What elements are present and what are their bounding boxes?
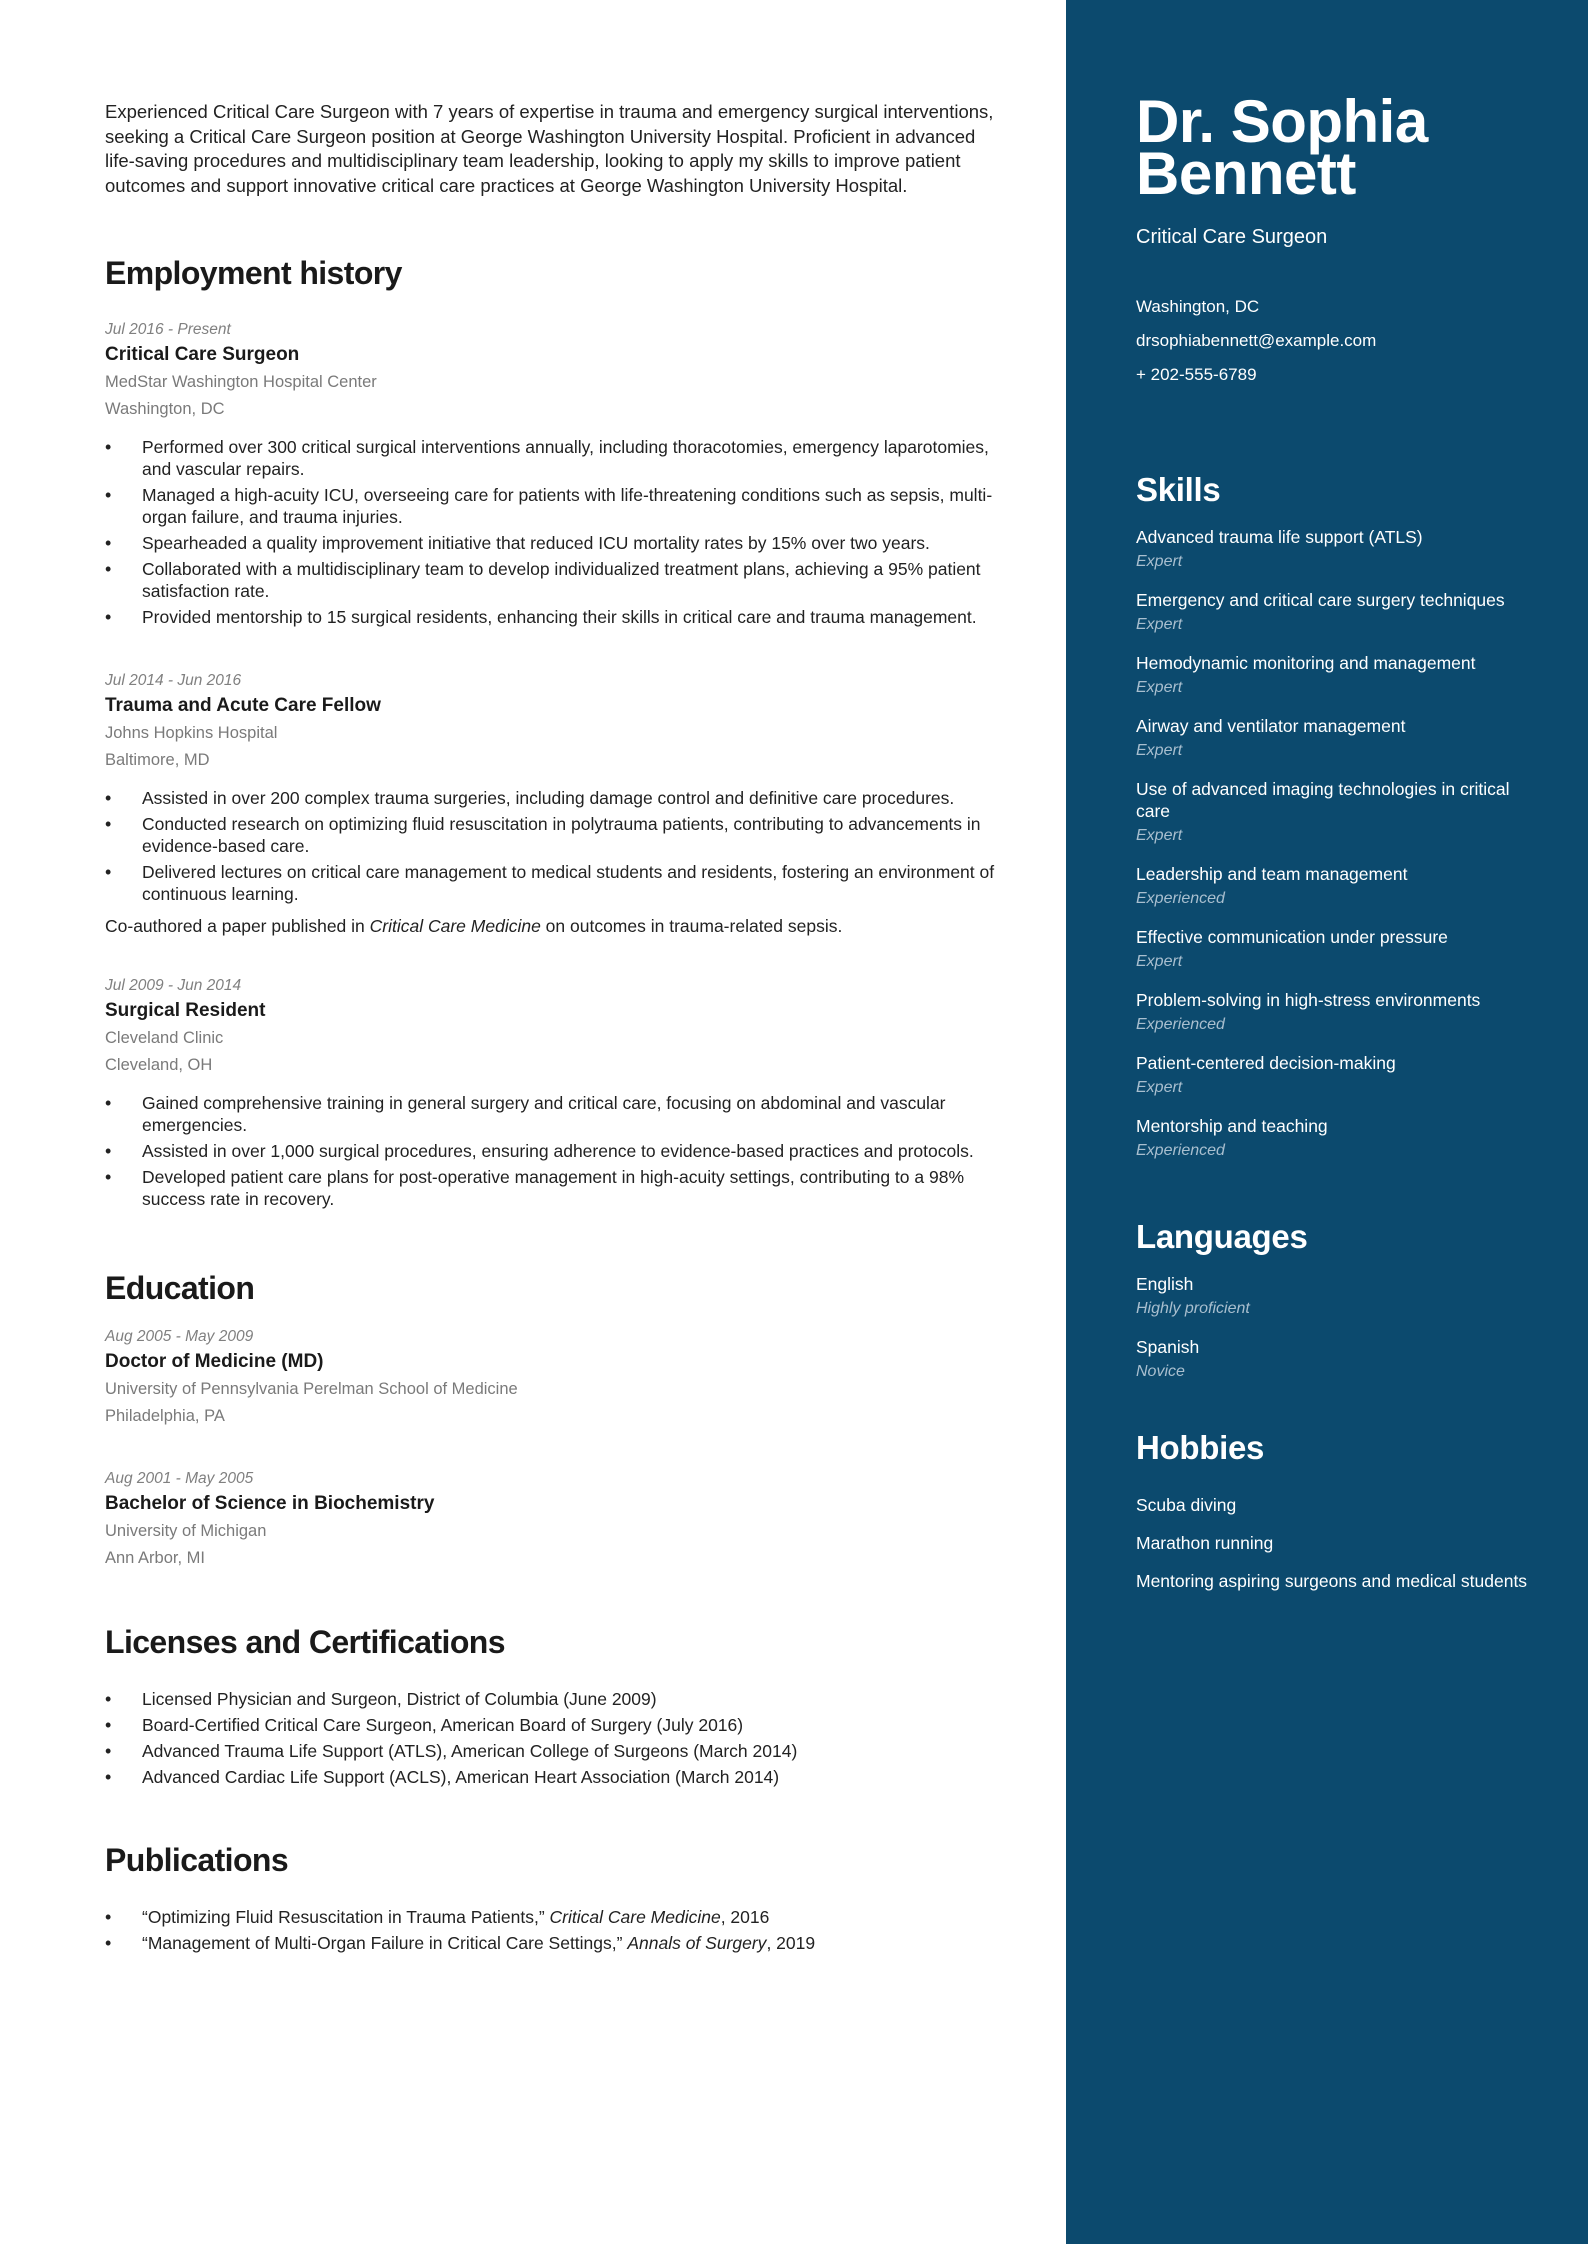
skill-item	[1136, 863, 1548, 913]
skill-item	[1136, 989, 1548, 1039]
job-bullets	[105, 787, 1006, 905]
education-dates: Aug 2001 - May 2005	[105, 1470, 254, 1487]
job-bullet: • Spearheaded a quality improvement initiative that reduced ICU mortality rates by 15% over two years.	[105, 532, 1005, 554]
publication-title: “Management of Multi-Organ Failure in Critical Care Settings,”	[142, 1933, 628, 1953]
candidate-title: Critical Care Surgeon	[1136, 226, 1328, 248]
job-entry	[105, 975, 1006, 1210]
contact-phone[interactable]: + 202-555-6789	[1136, 365, 1257, 384]
job-title: Surgical Resident	[105, 1000, 266, 1021]
skill-level: Expert	[1136, 1079, 1183, 1096]
education-entry	[105, 1326, 1006, 1430]
skill-item	[1136, 589, 1548, 639]
skill-item	[1136, 926, 1548, 976]
skill-item	[1136, 778, 1548, 850]
education-degree: Bachelor of Science in Biochemistry	[105, 1493, 435, 1514]
skill-level: Expert	[1136, 553, 1183, 570]
skill-item	[1136, 526, 1548, 576]
publication-title: “Optimizing Fluid Resuscitation in Trauma Patients,”	[142, 1907, 550, 1927]
education-school: University of Michigan	[105, 1522, 267, 1540]
job-bullet: • Performed over 300 critical surgical interventions annually, including thoracotomies, emergency laparotomies, and vascular repairs.	[105, 436, 1005, 480]
job-bullet: • Developed patient care plans for post-operative management in high-acuity settings, contributing to a 98% success rate in recovery.	[105, 1166, 1005, 1210]
job-bullet: • Provided mentorship to 15 surgical residents, enhancing their skills in critical care and trauma management.	[105, 606, 1005, 628]
skill-name: Patient-centered decision-making	[1136, 1053, 1396, 1073]
job-title: Trauma and Acute Care Fellow	[105, 695, 381, 716]
skill-item	[1136, 1052, 1548, 1102]
job-bullet: • Collaborated with a multidisciplinary team to develop individualized treatment plans, achieving a 95% patient satisfaction rate.	[105, 558, 1005, 602]
job-location: Baltimore, MD	[105, 751, 210, 769]
language-name: English	[1136, 1274, 1194, 1294]
contact-location: Washington, DC	[1136, 297, 1260, 316]
skill-name: Emergency and critical care surgery techniques	[1136, 590, 1505, 610]
job-bullets	[105, 436, 1006, 628]
job-employer: Johns Hopkins Hospital	[105, 724, 278, 742]
publication-item	[105, 1904, 1006, 1930]
job-title: Critical Care Surgeon	[105, 344, 300, 365]
education-dates: Aug 2005 - May 2009	[105, 1328, 254, 1345]
contact-info	[1136, 290, 1548, 392]
skill-level: Expert	[1136, 616, 1183, 633]
contact-email[interactable]: drsophiabennett@example.com	[1136, 331, 1377, 350]
skill-name: Advanced trauma life support (ATLS)	[1136, 527, 1423, 547]
publication-journal: Annals of Surgery	[627, 1933, 767, 1953]
job-note	[105, 915, 1006, 937]
job-dates: Jul 2014 - Jun 2016	[105, 672, 242, 689]
skill-level: Experienced	[1136, 890, 1225, 907]
hobby-item: Marathon running	[1136, 1533, 1274, 1553]
license-item: • Licensed Physician and Surgeon, District of Columbia (June 2009)	[105, 1686, 1006, 1712]
sidebar	[1066, 0, 1588, 2244]
skill-item	[1136, 1115, 1548, 1165]
languages-heading: Languages	[1136, 1218, 1308, 1255]
job-employer: MedStar Washington Hospital Center	[105, 373, 377, 391]
skill-name: Problem-solving in high-stress environments	[1136, 990, 1481, 1010]
licenses-list	[105, 1686, 1006, 1790]
job-bullet: • Managed a high-acuity ICU, overseeing care for patients with life-threatening conditions such as sepsis, multi-organ failure, and trauma injuries.	[105, 484, 1005, 528]
skill-level: Experienced	[1136, 1142, 1225, 1159]
license-item: • Advanced Trauma Life Support (ATLS), American College of Surgeons (March 2014)	[105, 1738, 1006, 1764]
publication-year: , 2016	[720, 1907, 770, 1927]
skill-level: Experienced	[1136, 1016, 1225, 1033]
licenses-heading: Licenses and Certifications	[105, 1624, 505, 1660]
skill-name: Airway and ventilator management	[1136, 716, 1406, 736]
skill-level: Expert	[1136, 953, 1183, 970]
employment-heading: Employment history	[105, 255, 402, 291]
skill-name: Mentorship and teaching	[1136, 1116, 1328, 1136]
skill-name: Leadership and team management	[1136, 864, 1408, 884]
job-dates: Jul 2016 - Present	[105, 321, 231, 338]
job-dates: Jul 2009 - Jun 2014	[105, 977, 242, 994]
hobby-item: Mentoring aspiring surgeons and medical students	[1136, 1571, 1528, 1591]
education-location: Ann Arbor, MI	[105, 1549, 205, 1567]
job-bullet: • Assisted in over 200 complex trauma surgeries, including damage control and definitive care procedures.	[105, 787, 1005, 809]
note-journal: Critical Care Medicine	[369, 916, 541, 936]
job-bullet: • Conducted research on optimizing fluid resuscitation in polytrauma patients, contributing to advancements in evidence-based care.	[105, 813, 1005, 857]
professional-summary: Experienced Critical Care Surgeon with 7 years of expertise in trauma and emergency surgical interventions, seeking a Critical Care Surgeon position at George Washington University Hospital. Proficient in advanced life-saving procedures and multidisciplinary team leadership, looking to apply my skills to improve patient outcomes and support innovative critical care practices at George Washington University Hospital.	[105, 101, 994, 196]
education-degree: Doctor of Medicine (MD)	[105, 1351, 324, 1372]
language-level: Novice	[1136, 1363, 1185, 1380]
skill-item	[1136, 715, 1548, 765]
job-entry	[105, 670, 1006, 937]
skill-level: Expert	[1136, 827, 1183, 844]
note-text: on outcomes in trauma-related sepsis.	[540, 916, 843, 936]
publications-heading: Publications	[105, 1842, 289, 1878]
education-school: University of Pennsylvania Perelman School of Medicine	[105, 1380, 518, 1398]
job-bullet: • Gained comprehensive training in general surgery and critical care, focusing on abdominal and vascular emergencies.	[105, 1092, 1005, 1136]
publication-item	[105, 1930, 1006, 1956]
job-bullet: • Delivered lectures on critical care management to medical students and residents, fostering an environment of continuous learning.	[105, 861, 1005, 905]
hobby-item: Scuba diving	[1136, 1495, 1237, 1515]
language-name: Spanish	[1136, 1337, 1200, 1357]
job-entry	[105, 319, 1006, 628]
skill-level: Expert	[1136, 679, 1183, 696]
license-item: • Board-Certified Critical Care Surgeon, American Board of Surgery (July 2016)	[105, 1712, 1006, 1738]
note-text: Co-authored a paper published in	[105, 916, 370, 936]
candidate-name: Dr. Sophia Bennett	[1136, 88, 1428, 207]
skill-item	[1136, 652, 1548, 702]
education-heading: Education	[105, 1270, 255, 1306]
job-location: Cleveland, OH	[105, 1056, 213, 1074]
education-entry	[105, 1468, 1006, 1572]
skill-name: Hemodynamic monitoring and management	[1136, 653, 1476, 673]
skill-name: Effective communication under pressure	[1136, 927, 1448, 947]
job-employer: Cleveland Clinic	[105, 1029, 224, 1047]
language-item	[1136, 1273, 1548, 1323]
skills-heading: Skills	[1136, 471, 1221, 508]
skill-name: Use of advanced imaging technologies in critical care	[1136, 779, 1510, 821]
publication-journal: Critical Care Medicine	[549, 1907, 721, 1927]
job-bullet: • Assisted in over 1,000 surgical procedures, ensuring adherence to evidence-based practices and protocols.	[105, 1140, 1005, 1162]
hobbies-heading: Hobbies	[1136, 1429, 1265, 1466]
job-bullets	[105, 1092, 1006, 1210]
license-item: • Advanced Cardiac Life Support (ACLS), American Heart Association (March 2014)	[105, 1764, 1006, 1790]
skill-level: Expert	[1136, 742, 1183, 759]
publication-year: , 2019	[766, 1933, 816, 1953]
language-level: Highly proficient	[1136, 1300, 1250, 1317]
education-location: Philadelphia, PA	[105, 1407, 225, 1425]
publications-list	[105, 1904, 1006, 1956]
job-location: Washington, DC	[105, 400, 225, 418]
language-item	[1136, 1336, 1548, 1386]
